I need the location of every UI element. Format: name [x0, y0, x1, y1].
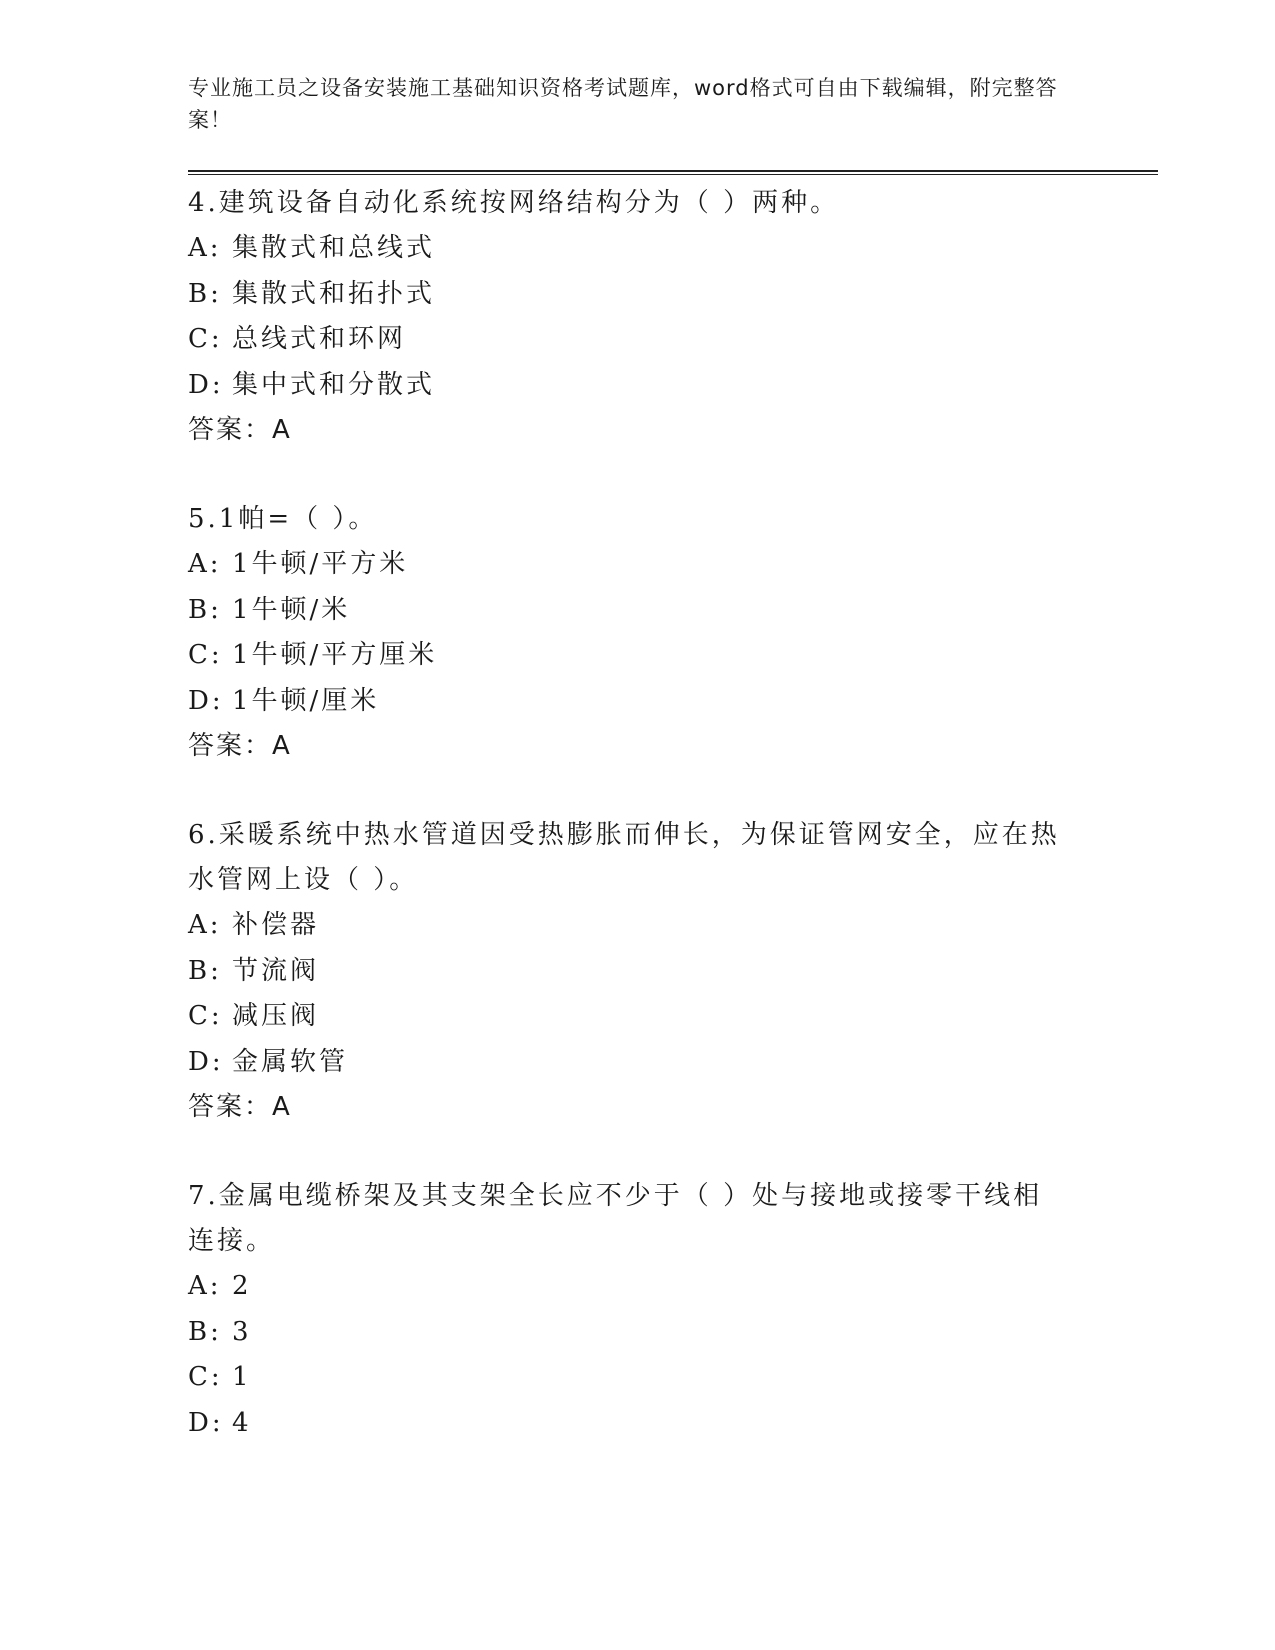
option-text: 1牛顿/平方米: [232, 549, 409, 579]
option-a: [188, 226, 1158, 272]
option-key: B:: [188, 1316, 222, 1347]
option-text: 4: [232, 1407, 252, 1438]
option-key: D:: [188, 685, 224, 716]
option-text: 节流阀: [232, 955, 320, 986]
question-list: [188, 181, 1158, 1446]
answer-line: 答案：A: [188, 415, 292, 445]
question-text: 7.金属电缆桥架及其支架全长应不少于（ ）处与接地或接零干线相连接。: [188, 1181, 1043, 1256]
question-4: [188, 181, 1158, 453]
option-c: [188, 633, 1158, 679]
question-text: 6.采暖系统中热水管道因受热膨胀而伸长，为保证管网安全，应在热水管网上设（ ）。: [188, 820, 1060, 895]
option-text: 1牛顿/厘米: [232, 685, 380, 716]
option-key: D:: [188, 369, 224, 400]
answer-line: 答案：A: [188, 731, 292, 761]
option-text: 1牛顿/米: [232, 594, 351, 625]
option-key: A:: [188, 549, 222, 579]
option-b: [188, 1310, 1158, 1356]
option-key: D:: [188, 1407, 224, 1438]
option-c: [188, 1355, 1158, 1401]
option-key: B:: [188, 278, 222, 309]
option-key: D:: [188, 1046, 224, 1077]
question-5: [188, 497, 1158, 769]
option-b: [188, 949, 1158, 995]
option-key: C:: [188, 640, 223, 670]
option-d: [188, 679, 1158, 725]
option-key: C:: [188, 1001, 223, 1031]
option-c: [188, 317, 1158, 363]
option-c: [188, 994, 1158, 1040]
option-d: [188, 1401, 1158, 1447]
header-divider: [188, 170, 1158, 175]
question-6: [188, 813, 1158, 1130]
document-header: 专业施工员之设备安装施工基础知识资格考试题库，word格式可自由下载编辑，附完整答案！: [188, 76, 1058, 132]
option-b: [188, 588, 1158, 634]
option-text: 集散式和拓扑式: [232, 278, 436, 309]
option-text: 减压阀: [232, 1001, 320, 1031]
option-key: C:: [188, 1362, 223, 1392]
option-text: 2: [232, 1271, 252, 1301]
option-key: A:: [188, 233, 222, 263]
option-a: [188, 1264, 1158, 1310]
option-text: 金属软管: [232, 1046, 349, 1077]
option-text: 集散式和总线式: [232, 233, 436, 263]
option-d: [188, 1040, 1158, 1086]
option-key: A:: [188, 910, 222, 940]
option-key: A:: [188, 1271, 222, 1301]
option-key: C:: [188, 324, 223, 354]
option-key: B:: [188, 955, 222, 986]
option-a: [188, 903, 1158, 949]
option-text: 总线式和环网: [232, 324, 407, 354]
option-text: 1: [232, 1362, 252, 1392]
answer-line: 答案：A: [188, 1092, 292, 1122]
option-d: [188, 363, 1158, 409]
option-text: 补偿器: [232, 910, 320, 940]
question-text: 4.建筑设备自动化系统按网络结构分为（ ）两种。: [188, 188, 840, 218]
option-text: 集中式和分散式: [232, 369, 436, 400]
question-text: 5.1帕=（ ）。: [188, 504, 378, 534]
option-text: 1牛顿/平方厘米: [232, 640, 438, 670]
document-page: [188, 72, 1158, 1490]
question-7: [188, 1174, 1158, 1446]
option-b: [188, 272, 1158, 318]
option-text: 3: [232, 1316, 252, 1347]
option-a: [188, 542, 1158, 588]
option-key: B:: [188, 594, 222, 625]
